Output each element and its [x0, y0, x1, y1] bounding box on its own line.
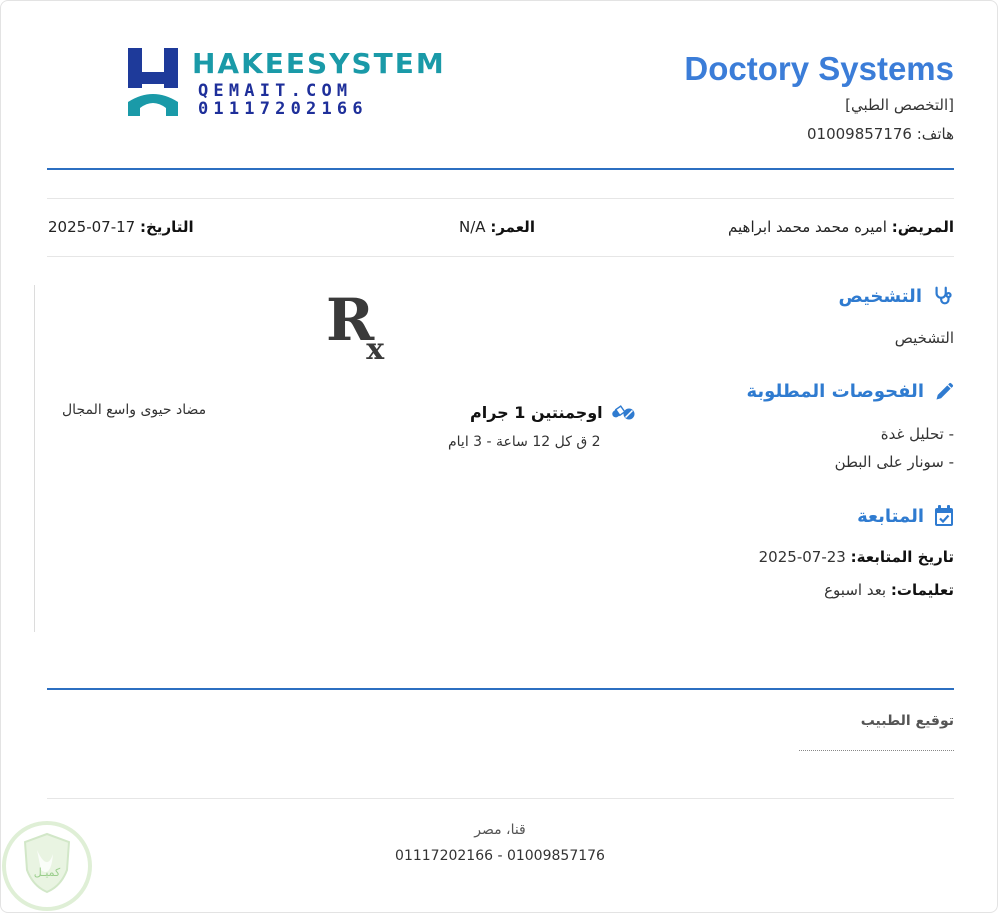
- stethoscope-icon: [932, 285, 954, 307]
- diagnosis-text: التشخيص: [894, 329, 954, 347]
- info-bottom-divider: [47, 256, 954, 257]
- followup-date: [759, 548, 954, 566]
- patient-age-value: N/A: [459, 218, 486, 236]
- instructions-value: بعد اسبوع: [824, 581, 887, 599]
- followup-title-text: المتابعة: [857, 505, 924, 527]
- pills-icon: [611, 405, 635, 421]
- patient-name-value: اميره محمد محمد ابراهيم: [728, 218, 887, 236]
- date-value: 17-07-2025: [48, 218, 136, 236]
- medication-name: [470, 403, 635, 422]
- logo-name: HAKEESYSTEM: [192, 47, 446, 80]
- phone-value: 01009857176: [806, 125, 912, 143]
- pencil-icon: [934, 382, 954, 402]
- test-item: - سونار على البطن: [834, 453, 954, 471]
- clinic-phone: [807, 125, 954, 143]
- column-divider: [34, 285, 35, 632]
- test-item: - تحليل غدة: [880, 425, 954, 443]
- medication-dose: 2 ق كل 12 ساعة - 3 ايام: [448, 434, 601, 450]
- patient-name: [728, 218, 954, 236]
- signature-divider: [47, 688, 954, 690]
- calendar-check-icon: [934, 505, 954, 527]
- logo-website: QEMAIT.COM: [198, 81, 353, 101]
- watermark-text: كميـل: [33, 866, 61, 879]
- header-divider: [47, 168, 954, 170]
- info-top-divider: [47, 198, 954, 199]
- followup-date-value: 23-07-2025: [758, 548, 846, 566]
- followup-date-label: تاريخ المتابعة:: [850, 548, 954, 566]
- date-label: التاريخ:: [140, 218, 194, 236]
- followup-instructions: [824, 581, 954, 599]
- footer-divider: [47, 798, 954, 799]
- diagnosis-title: [839, 285, 954, 307]
- patient-age: [459, 218, 535, 236]
- tests-title: [747, 381, 955, 402]
- patient-name-label: المريض:: [891, 218, 954, 236]
- patient-age-label: العمر:: [490, 218, 535, 236]
- phone-label: هاتف:: [916, 125, 954, 143]
- rx-symbol: $R_x$: [326, 286, 385, 367]
- signature-line: [799, 744, 954, 751]
- medication-note: مضاد حيوى واسع المجال: [62, 402, 207, 418]
- instructions-label: تعليمات:: [890, 581, 954, 599]
- footer-city: قنا، مصر: [474, 822, 526, 838]
- tests-title-text: الفحوصات المطلوبة: [746, 381, 924, 402]
- company-logo: [126, 46, 446, 119]
- followup-title: [857, 505, 954, 527]
- logo-phone: 01117202166: [198, 99, 368, 119]
- prescription-date: [48, 218, 194, 236]
- clinic-specialty: [التخصص الطبي]: [845, 96, 954, 114]
- signature-label: توقيع الطبيب: [860, 713, 954, 729]
- medication-name-text: اوجمنتين 1 جرام: [470, 403, 603, 422]
- logo-h-icon: [126, 48, 180, 116]
- diagnosis-title-text: التشخيص: [838, 285, 922, 307]
- footer-phones: 01117202166 - 01009857176: [395, 848, 605, 864]
- clinic-name: Doctory Systems: [684, 50, 954, 87]
